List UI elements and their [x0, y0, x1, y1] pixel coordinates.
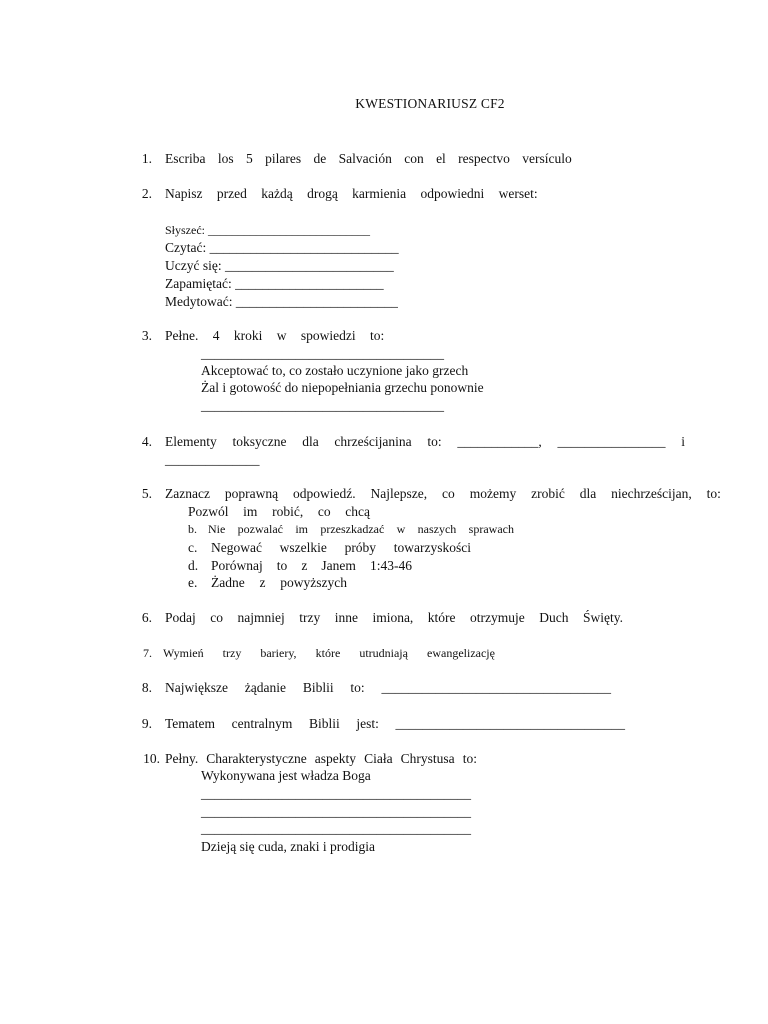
word: im [243, 504, 258, 519]
q7-number: 7. [143, 646, 152, 660]
word: imiona, [372, 610, 414, 625]
q3-item [189, 380, 484, 396]
q10-item-text: ________________________________________ [201, 804, 471, 819]
q3-item-text: Akceptować to, co zostało uczynione jako grzech [201, 363, 469, 378]
q10-number: 10. [143, 751, 160, 766]
word: to: [350, 680, 365, 695]
word: najmniej [237, 610, 285, 625]
word: Największe [165, 680, 228, 695]
word: aspekty [314, 751, 357, 766]
word: zrobić [531, 486, 565, 501]
word: co [442, 486, 455, 501]
word: chcą [345, 504, 370, 519]
blank-line[interactable]: __________________________________ [381, 680, 611, 695]
q5-option-c[interactable] [211, 540, 471, 556]
word: toksyczne [232, 434, 287, 449]
word: Negować [211, 540, 262, 555]
word: wszelkie [279, 540, 327, 555]
q1-text: Escriba los 5 pilares de Salvación con el respectvo versículo [165, 151, 572, 166]
q2-line-hear[interactable]: Słyszeć: ___________________________ [165, 223, 370, 237]
word: Święty. [582, 610, 623, 625]
q5-option-e[interactable] [211, 575, 347, 591]
word: Janem [321, 558, 356, 573]
word: niechrześcijan, [611, 486, 692, 501]
q2-number: 2. [141, 186, 152, 201]
word: Podaj [165, 610, 196, 625]
q3-item-text: ____________________________________ [201, 346, 444, 361]
word: Chrystusa [400, 751, 455, 766]
word: i [681, 434, 685, 449]
q3-item[interactable] [189, 398, 444, 414]
word: odpowiedź. [293, 486, 356, 501]
q10-item-text: Wykonywana jest władza Boga [201, 768, 371, 783]
word: 1:43-46 [369, 558, 412, 573]
document-title: KWESTIONARIUSZ CF2 [355, 96, 505, 111]
q3-item-text: Żal i gotowość do niepopełniania grzechu ponownie [201, 380, 484, 395]
q5-option-a[interactable] [188, 504, 370, 520]
q8-line [165, 680, 611, 696]
word: możemy [469, 486, 517, 501]
word: to: [427, 434, 442, 449]
word: centralnym [231, 716, 293, 731]
q2-line-learn[interactable]: Uczyć się: _________________________ [165, 258, 394, 273]
word: inne [334, 610, 358, 625]
q2-text: Napisz przed każdą drogą karmienia odpowiedni werset: [165, 186, 538, 201]
q10-item [189, 768, 371, 784]
word: utrudniają [359, 646, 408, 660]
q7-line [163, 645, 495, 661]
word: Najlepsze, [370, 486, 428, 501]
word: Pełny. [165, 751, 199, 766]
word: sprawach [468, 522, 514, 536]
q6-line [165, 610, 623, 626]
word: trzy [299, 610, 321, 625]
q5-line [165, 486, 721, 502]
q3-text: Pełne. 4 kroki w spowiedzi to: [165, 328, 385, 343]
word: Ciała [364, 751, 393, 766]
word: ewangelizację [427, 646, 495, 660]
q10-item[interactable] [189, 821, 471, 837]
word: co [317, 504, 331, 519]
word: Biblii [309, 716, 340, 731]
q10-item-text: Dzieją się cuda, znaki i prodigia [201, 839, 375, 854]
word: Porównaj [211, 558, 263, 573]
q10-item[interactable] [189, 786, 471, 802]
word: Charakterystyczne [206, 751, 307, 766]
q5-option-d[interactable] [211, 558, 412, 574]
word: pozwalać [237, 522, 283, 536]
q5-option-e-letter: e. [188, 575, 198, 590]
word: trzy [222, 646, 242, 660]
word: to: [462, 751, 477, 766]
word: dla [579, 486, 597, 501]
q5-option-d-letter: d. [188, 558, 199, 573]
q6-number: 6. [141, 610, 152, 625]
word: w [396, 522, 406, 536]
blank-line[interactable]: __________________________________ [395, 716, 625, 731]
word: Pozwól [188, 504, 229, 519]
word: jest: [356, 716, 379, 731]
word: które [315, 646, 341, 660]
word: przeszkadzać [320, 522, 385, 536]
q8-number: 8. [141, 680, 152, 695]
word: Tematem [165, 716, 216, 731]
word: żądanie [244, 680, 287, 695]
word: im [295, 522, 308, 536]
q5-option-b[interactable] [208, 521, 514, 537]
q3-item[interactable] [189, 346, 444, 362]
word: Wymień [163, 646, 204, 660]
word: to [276, 558, 288, 573]
q1-number: 1. [141, 151, 152, 166]
q10-item[interactable] [189, 804, 471, 820]
q3-item [189, 363, 468, 379]
q9-line [165, 716, 625, 732]
word: to: [706, 486, 721, 501]
q5-number: 5. [141, 486, 152, 501]
q2-line-memorize[interactable]: Zapamiętać: ______________________ [165, 276, 384, 291]
word: poprawną [224, 486, 279, 501]
word: próby [344, 540, 377, 555]
word: towarzyskości [393, 540, 471, 555]
word: które [427, 610, 456, 625]
word: chrześcijanina [334, 434, 412, 449]
q2-line-read[interactable]: Czytać: ____________________________ [165, 240, 399, 255]
q3-number: 3. [141, 328, 152, 343]
word: bariery, [260, 646, 297, 660]
q5-option-b-letter: b. [188, 522, 197, 536]
q3-item-text: ____________________________________ [201, 398, 444, 413]
word: robić, [272, 504, 304, 519]
q5-option-c-letter: c. [188, 540, 198, 555]
word: Zaznacz [165, 486, 210, 501]
q10-line [165, 751, 477, 767]
word: Żadne [211, 575, 245, 590]
word: Nie [208, 522, 226, 536]
word: dla [302, 434, 319, 449]
word: powyższych [280, 575, 347, 590]
q4-line [165, 434, 685, 450]
q10-item-text: ________________________________________ [201, 786, 471, 801]
word: Elementy [165, 434, 217, 449]
word: otrzymuje [470, 610, 525, 625]
word: z [301, 558, 308, 573]
blank-line[interactable]: ________________ [557, 434, 666, 449]
word: co [210, 610, 223, 625]
word: naszych [417, 522, 457, 536]
word: Duch [539, 610, 569, 625]
q10-item-text: ________________________________________ [201, 821, 471, 836]
q9-number: 9. [141, 716, 152, 731]
word: Biblii [302, 680, 334, 695]
q2-line-meditate[interactable]: Medytować: ________________________ [165, 294, 398, 309]
blank-line[interactable]: ____________, [457, 434, 542, 449]
q10-item [189, 839, 375, 855]
q4-blank-line[interactable]: ______________ [165, 452, 260, 467]
word: z [259, 575, 266, 590]
q4-number: 4. [141, 434, 152, 449]
